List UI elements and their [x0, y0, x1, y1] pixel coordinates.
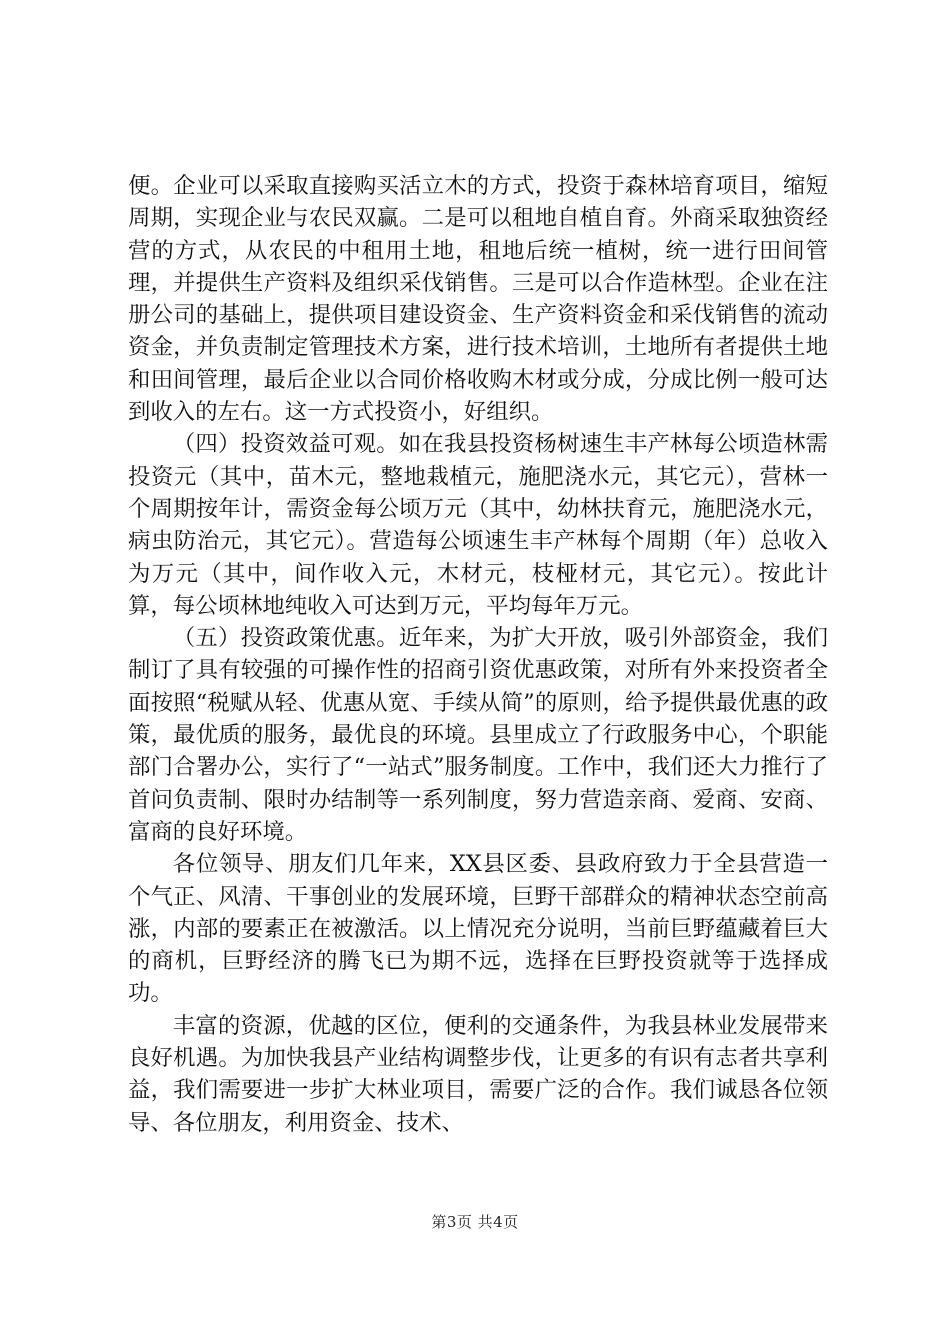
paragraph-2: （四）投资效益可观。如在我县投资杨树速生丰产林每公顷造林需投资元（其中，苗木元，整地栽植元，施肥浇水元，其它元），营林一个周期按年计，需资金每公顷万元（其中，幼林扶育元，施肥浇水元，病虫防治元，其它元）。营造每公顷速生丰产林每个周期（年）总收入为万元（其中，间作收入元，木材元，枝桠材元，其它元）。按此计算，每公顷林地纯收入可达到万元，平均每年万元。 — [128, 431, 828, 619]
paragraph-5: 丰富的资源，优越的区位，便利的交通条件，为我县林业发展带来良好机遇。为加快我县产业结构调整步伐，让更多的有识有志者共享利益，我们需要进一步扩大林业项目，需要广泛的合作。我们诚恳各位领导、各位朋友，利用资金、技术、 — [128, 1012, 828, 1136]
paragraph-1: 便。企业可以采取直接购买活立木的方式，投资于森林培育项目，缩短周期，实现企业与农民双赢。二是可以租地自植自育。外商采取独资经营的方式，从农民的中租用土地，租地后统一植树，统一进行田间管理，并提供生产资料及组织采伐销售。三是可以合作造林型。企业在注册公司的基础上，提供项目建设资金、生产资料资金和采伐销售的流动资金，并负责制定管理技术方案，进行技术培训，土地所有者提供土地和田间管理，最后企业以合同价格收购木材或分成，分成比例一般可达到收入的左右。这一方式投资小，好组织。 — [128, 173, 828, 426]
page-number-footer: 第3页 共4页 — [431, 1213, 519, 1231]
paragraph-4: 各位领导、朋友们几年来，XX县区委、县政府致力于全县营造一个气正、风清、干事创业的发展环境，巨野干部群众的精神状态空前高涨，内部的要素正在被激活。以上情况充分说明，当前巨野蕴藏着巨大的商机，巨野经济的腾飞已为期不远，选择在巨野投资就等于选择成功。 — [128, 851, 828, 1007]
paragraph-3: （五）投资政策优惠。近年来，为扩大开放，吸引外部资金，我们制订了具有较强的可操作性的招商引资优惠政策，对所有外来投资者全面按照“税赋从轻、优惠从宽、手续从简”的原则，给予提供最优惠的政策，最优质的服务，最优良的环境。县里成立了行政服务中心，个职能部门合署办公，实行了“一站式”服务制度。工作中，我们还大力推行了首问负责制、限时办结制等一系列制度，努力营造亲商、爱商、安商、富商的良好环境。 — [128, 625, 828, 845]
document-body — [128, 170, 828, 1139]
